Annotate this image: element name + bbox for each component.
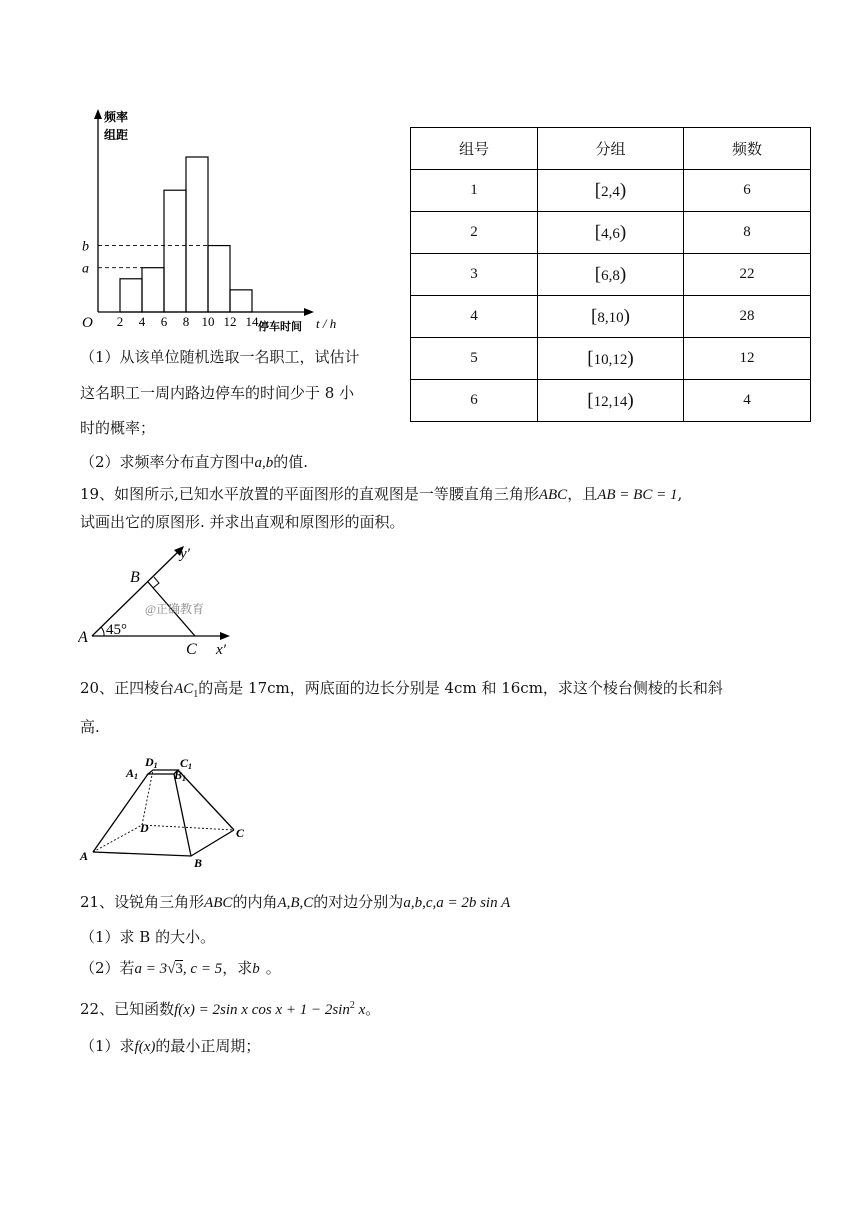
q19-label-c: C	[186, 641, 197, 658]
q21-part2-sqrt: 3	[175, 961, 183, 977]
q19-angle-label: 45°	[106, 622, 127, 638]
range-hi: 6	[612, 225, 620, 242]
q18-part2-pre: （2）求频率分布直方图中	[80, 453, 255, 471]
q18-part2	[80, 452, 308, 473]
q22-exponent: 2	[349, 1000, 355, 1011]
header-frequency: 频数	[684, 128, 811, 170]
cell-range: [8,10)	[538, 296, 684, 338]
histogram	[78, 105, 368, 337]
x-tick-label: 4	[138, 314, 146, 329]
q20-edge-bb1	[174, 774, 191, 856]
q19-label-b: B	[130, 569, 140, 586]
histogram-bar	[164, 190, 186, 312]
q18-part2-post: 的值.	[273, 453, 309, 471]
x-axis-title: 停车时间	[258, 321, 302, 333]
q21-part2-b: b	[252, 961, 260, 977]
cell-id: 4	[411, 296, 538, 338]
q21-mid1: 的内角	[232, 893, 278, 911]
q19-label-x: x′	[216, 642, 226, 658]
q20-label-a: A	[80, 849, 89, 863]
q20-label-d1: D1	[145, 755, 158, 770]
histogram-bar	[142, 268, 164, 312]
q21-triangle: ABC	[204, 895, 233, 911]
cell-range: [4,6)	[538, 212, 684, 254]
q22-function: f(x) = 2sin x cos x + 1 − 2sin	[174, 1002, 350, 1018]
q21-part2-end: 。	[265, 959, 281, 977]
cell-count: 12	[684, 338, 811, 380]
q19-x-axis-arrow	[220, 632, 230, 640]
q22-part1-fx: f(x)	[134, 1039, 156, 1055]
y-mark-b: b	[82, 239, 89, 255]
q20-label-b: B	[194, 856, 203, 870]
cell-count: 4	[684, 380, 811, 422]
q20-frustum-figure	[78, 752, 258, 872]
q18-part2-math: a,b	[254, 455, 274, 471]
q19-watermark: @正确教育	[145, 602, 205, 616]
range-lo: 4	[601, 225, 609, 242]
q21-mid2: 的对边分别为	[313, 893, 404, 911]
table-row	[411, 296, 811, 338]
q19-pre: 19、如图所示,已知水平放置的平面图形的直观图是一等腰直角三角形	[80, 485, 539, 503]
q22-part1-pre: （1）求	[80, 1037, 135, 1055]
range-hi: 8	[612, 267, 620, 284]
q19-label-a: A	[78, 629, 88, 646]
range-hi: 14	[612, 393, 628, 410]
q21-part2-mid: ，求	[222, 959, 253, 977]
q20-label-c: C	[236, 826, 245, 840]
header-group-range: 分组	[538, 128, 684, 170]
q20-line1	[80, 678, 723, 705]
range-hi: 12	[612, 351, 628, 368]
table-header-row	[411, 128, 811, 170]
table-row	[411, 380, 811, 422]
q20-pre: 20、正四棱台	[80, 679, 175, 697]
q20-hidden-edge-dd1	[142, 770, 153, 825]
q19-mid: ，且	[567, 485, 598, 503]
q19-angle-arc	[101, 627, 104, 636]
q22-end: 。	[365, 1000, 381, 1018]
range-lo: 8	[597, 309, 605, 326]
q21-angles: A,B,C	[277, 895, 314, 911]
q22-function-x: x	[354, 1002, 366, 1018]
y-axis-title-bottom: 组距	[104, 128, 129, 142]
cell-id: 3	[411, 254, 538, 296]
range-lo: 10	[593, 351, 609, 368]
origin-label: O	[82, 315, 93, 331]
y-axis-title-top: 频率	[104, 110, 129, 124]
range-hi: 4	[612, 183, 620, 200]
q20-line2: 高.	[80, 718, 100, 736]
table-row	[411, 338, 811, 380]
histogram-bar	[120, 279, 142, 312]
y-mark-a: a	[82, 261, 89, 277]
x-axis-arrow	[304, 308, 314, 316]
q22-part1-post: 的最小正周期；	[155, 1037, 261, 1055]
cell-count: 6	[684, 170, 811, 212]
q21-part2-c: , c = 5	[182, 961, 223, 977]
q19-right-angle-mark	[153, 577, 159, 588]
q20-name: AC	[174, 681, 194, 697]
q20-label-d: D	[140, 821, 149, 835]
x-tick-label: 14	[245, 314, 259, 329]
q20-bottom-front-edges	[93, 830, 234, 856]
x-tick-label: 8	[182, 314, 190, 329]
histogram-bar	[186, 157, 208, 312]
q20-edge-aa1	[93, 774, 148, 852]
q19-line1	[80, 484, 682, 505]
q20-name-sub: 1	[193, 689, 199, 700]
cell-count: 28	[684, 296, 811, 338]
q20-label-a1: A1	[126, 766, 139, 781]
cell-id: 5	[411, 338, 538, 380]
q22-line1	[80, 996, 380, 1020]
q20-label-c1: C1	[180, 756, 193, 771]
q21-sides: a,b,c,a = 2b sin A	[403, 895, 511, 911]
cell-range: [6,8)	[538, 254, 684, 296]
range-hi: 10	[608, 309, 624, 326]
table-row	[411, 170, 811, 212]
q18-part1-line2: 这名职工一周内路边停车的时间少于 8 小	[80, 384, 355, 402]
q19-triangle: ABC	[538, 487, 568, 503]
range-lo: 6	[601, 267, 609, 284]
q19-line2: 试画出它的原图形. 并求出直观和原图形的面积。	[80, 513, 405, 531]
x-tick-label: 10	[201, 314, 215, 329]
table-row	[411, 212, 811, 254]
q21-line1	[80, 892, 510, 913]
x-axis-var: t / h	[316, 316, 337, 331]
q18-part1-line3: 时的概率；	[80, 419, 156, 437]
q19-equation: AB = BC = 1	[597, 487, 678, 503]
q18-part1-line1: （1）从该单位随机选取一名职工，试估计	[80, 348, 360, 366]
q22-part1	[80, 1036, 260, 1057]
q21-part2-pre: （2）若	[80, 959, 135, 977]
q22-pre: 22、已知函数	[80, 1000, 175, 1018]
q20-hidden-edge-ad	[93, 825, 142, 852]
cell-id: 1	[411, 170, 538, 212]
q19-figure	[78, 540, 248, 660]
x-tick-label: 12	[223, 314, 237, 329]
q19-end: ,	[677, 485, 683, 503]
q21-part1: （1）求 B 的大小。	[80, 928, 216, 946]
cell-range: [10,12)	[538, 338, 684, 380]
frequency-table	[410, 127, 811, 422]
range-lo: 2	[601, 183, 609, 200]
header-group-id: 组号	[411, 128, 538, 170]
cell-count: 8	[684, 212, 811, 254]
q21-pre: 21、设锐角三角形	[80, 893, 205, 911]
cell-range: [12,14)	[538, 380, 684, 422]
histogram-bar	[208, 246, 230, 312]
table-row	[411, 254, 811, 296]
q19-label-y: y′	[180, 546, 190, 562]
cell-id: 6	[411, 380, 538, 422]
range-lo: 12	[593, 393, 609, 410]
cell-range: [2,4)	[538, 170, 684, 212]
cell-count: 22	[684, 254, 811, 296]
q21-part2-a: a = 3	[134, 961, 168, 977]
y-axis-arrow	[94, 109, 102, 119]
q20-hidden-edge-dc	[142, 825, 234, 830]
cell-id: 2	[411, 212, 538, 254]
q21-part2	[80, 958, 281, 979]
q20-label-b1: B1	[174, 768, 187, 783]
histogram-bar	[230, 290, 252, 312]
x-tick-label: 6	[160, 314, 168, 329]
q20-post: 的高是 17cm，两底面的边长分别是 4cm 和 16cm，求这个棱台侧棱的长和斜	[198, 679, 723, 697]
sqrt-sign: √	[167, 961, 176, 977]
q20-edge-cc1	[178, 770, 234, 830]
x-tick-label: 2	[116, 314, 124, 329]
